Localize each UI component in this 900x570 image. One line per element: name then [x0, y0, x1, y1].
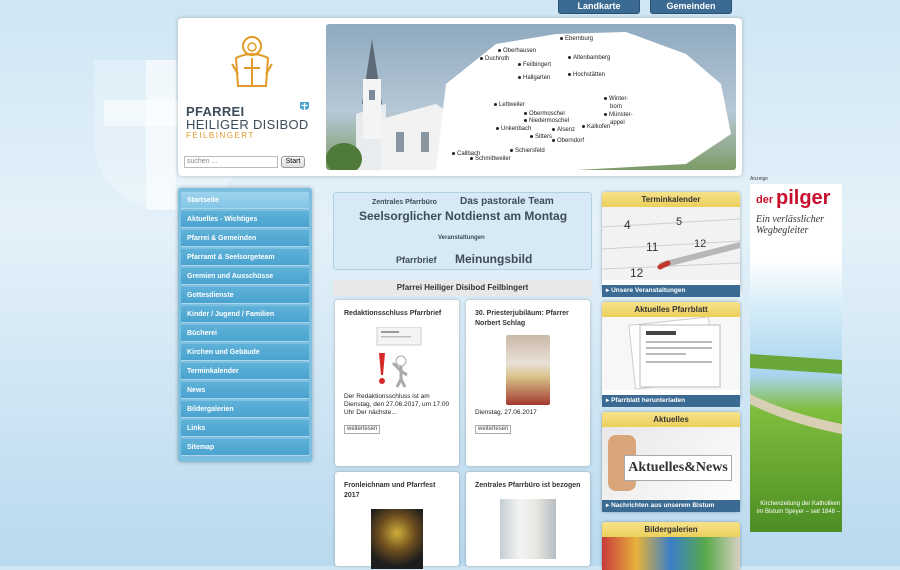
- box-heading: Aktuelles: [602, 412, 740, 427]
- map-town[interactable]: Schiersfeld: [510, 148, 545, 154]
- nav-item-startseite[interactable]: Startseite: [181, 192, 309, 209]
- nav-item-links[interactable]: Links: [181, 420, 309, 437]
- map-town[interactable]: Unkenbach: [496, 126, 531, 132]
- box-pfarrblatt[interactable]: [602, 302, 740, 402]
- tag-seelsorglicher-notdienst[interactable]: Seelsorglicher Notdienst am Montag: [359, 209, 568, 223]
- card-title[interactable]: 30. Priesterjubiläum: Pfarrer Norbert Schlag: [475, 310, 569, 327]
- parish-section-title: Pfarrei Heiliger Disibod Feilbingert: [333, 280, 592, 296]
- map-town[interactable]: Hallgarten: [518, 75, 550, 81]
- nav-item-gottesdienste[interactable]: Gottesdienste: [181, 287, 309, 304]
- nav-item-bildergalerien[interactable]: Bildergalerien: [181, 401, 309, 418]
- map-town[interactable]: Winter-: [604, 96, 628, 102]
- news-card[interactable]: [335, 472, 459, 566]
- map-town[interactable]: Feilbingert: [518, 62, 551, 68]
- tag-pastorales-team[interactable]: Das pastorale Team: [460, 196, 554, 207]
- map-town[interactable]: Ebernburg: [560, 36, 593, 42]
- nav-item-terminkalender[interactable]: Terminkalender: [181, 363, 309, 380]
- map-town[interactable]: Altenbamberg: [568, 55, 610, 61]
- news-card[interactable]: [335, 300, 459, 466]
- tab-gemeinden[interactable]: Gemeinden: [650, 0, 732, 14]
- map-town[interactable]: Sitters: [530, 134, 552, 140]
- box-terminkalender[interactable]: [602, 192, 740, 292]
- map-town-cont: born: [610, 104, 623, 110]
- tab-landkarte[interactable]: Landkarte: [558, 0, 640, 14]
- calendar-pen-icon: [602, 207, 740, 280]
- svg-text:12: 12: [694, 238, 707, 250]
- nav-item-news[interactable]: News: [181, 382, 309, 399]
- box-aktuelles[interactable]: [602, 412, 740, 512]
- nav-item-pfarramt[interactable]: Pfarramt & Seelsorgeteam: [181, 249, 309, 266]
- nav-item-kinder[interactable]: Kinder / Jugend / Familien: [181, 306, 309, 323]
- svg-text:4: 4: [624, 218, 631, 232]
- news-headline-text: Aktuelles&News: [624, 455, 732, 481]
- map-town[interactable]: Callbach: [452, 151, 480, 157]
- map-town[interactable]: Alsenz: [552, 127, 575, 133]
- cross-shield-icon: [300, 102, 309, 112]
- read-more-link[interactable]: weiterlesen: [475, 425, 511, 434]
- box-heading: Terminkalender: [602, 192, 740, 207]
- news-card[interactable]: [466, 472, 590, 566]
- map-town[interactable]: Obermoschel: [524, 111, 565, 117]
- brand-subtitle: HEILIGER DISIBOD: [186, 117, 309, 132]
- map-town[interactable]: Kalkofen: [582, 124, 610, 130]
- box-bildergalerien[interactable]: [602, 522, 740, 570]
- office-photo: [500, 499, 556, 559]
- card-text: Der Redaktionsschluss ist am Dienstag, den 27.06.2017, um 17:00 Uhr Der nächste...: [344, 393, 450, 416]
- nav-item-kirchen[interactable]: Kirchen und Gebäude: [181, 344, 309, 361]
- map-town[interactable]: Münster-: [604, 112, 633, 118]
- tag-veranstaltungen[interactable]: Veranstaltungen: [438, 235, 485, 241]
- brand-location: FEILBINGERT: [186, 131, 255, 140]
- box-link[interactable]: ▸ Nachrichten aus unserem Bistum: [602, 500, 740, 512]
- brand-title: PFARREI: [186, 104, 245, 119]
- search-start-button[interactable]: Start: [281, 156, 305, 168]
- map-town[interactable]: Duchroth: [480, 56, 509, 62]
- box-link[interactable]: ▸ Unsere Veranstaltungen: [602, 285, 740, 297]
- ad-label: Anzeige: [750, 176, 769, 182]
- map-town[interactable]: Niedermoschel: [524, 118, 569, 124]
- svg-text:11: 11: [646, 240, 659, 254]
- card-text: Dienstag, 27.06.2017: [475, 409, 537, 416]
- country-road-illustration: [750, 354, 842, 474]
- map-town[interactable]: Oberndorf: [552, 138, 584, 144]
- svg-text:12: 12: [630, 266, 644, 280]
- main-navigation: [178, 188, 312, 462]
- tag-zentrales-pfarrbuero[interactable]: Zentrales Pfarrbüro: [372, 199, 437, 206]
- news-image: [602, 427, 740, 500]
- priest-photo: [506, 335, 550, 405]
- map-town[interactable]: Oberhausen: [498, 48, 536, 54]
- exclamation-figure-icon: [367, 327, 427, 389]
- nav-item-sitemap[interactable]: Sitemap: [181, 439, 309, 456]
- card-title[interactable]: Fronleichnam und Pfarrfest 2017: [344, 482, 436, 499]
- ad-slogan: Ein verlässlicher Wegbegleiter: [756, 214, 825, 236]
- ad-logo-der: der: [756, 194, 774, 206]
- ad-footer-text: Kirchenzeitung der Katholiken im Bistum Speyer – seit 1848 –: [756, 501, 840, 515]
- tag-pfarrbrief[interactable]: Pfarrbrief: [396, 255, 437, 265]
- map-town-cont: appel: [610, 120, 625, 126]
- saint-logo-icon[interactable]: [226, 34, 278, 92]
- card-title[interactable]: Redaktionsschluss Pfarrbrief: [344, 310, 442, 317]
- card-title[interactable]: Zentrales Pfarrbüro ist bezogen: [475, 482, 581, 489]
- gallery-thumbs: [602, 537, 740, 570]
- map-town[interactable]: Lettweiler: [494, 102, 525, 108]
- nav-item-pfarrei[interactable]: Pfarrei & Gemeinden: [181, 230, 309, 247]
- nav-item-aktuelles[interactable]: Aktuelles - Wichtiges: [181, 211, 309, 228]
- nav-item-buecherei[interactable]: Bücherei: [181, 325, 309, 342]
- search-input[interactable]: suchen ...: [184, 156, 278, 168]
- box-heading: Aktuelles Pfarrblatt: [602, 302, 740, 317]
- svg-text:5: 5: [676, 216, 683, 228]
- map-town[interactable]: Hochstätten: [568, 72, 605, 78]
- nav-item-gremien[interactable]: Gremien und Ausschüsse: [181, 268, 309, 285]
- background-cross: [146, 60, 176, 210]
- tag-meinungsbild[interactable]: Meinungsbild: [455, 252, 533, 266]
- tag-cloud: [333, 192, 592, 270]
- pilger-advertisement[interactable]: [750, 184, 842, 532]
- box-heading: Bildergalerien: [602, 522, 740, 537]
- map-town[interactable]: Schmittweiler: [470, 156, 511, 162]
- ad-logo-pilger: pilger: [776, 187, 831, 209]
- read-more-link[interactable]: weiterlesen: [344, 425, 380, 434]
- festival-photo: [371, 509, 423, 569]
- newsletter-pages-icon: [602, 317, 740, 390]
- box-link[interactable]: ▸ Pfarrblatt herunterladen: [602, 395, 740, 407]
- news-card[interactable]: [466, 300, 590, 466]
